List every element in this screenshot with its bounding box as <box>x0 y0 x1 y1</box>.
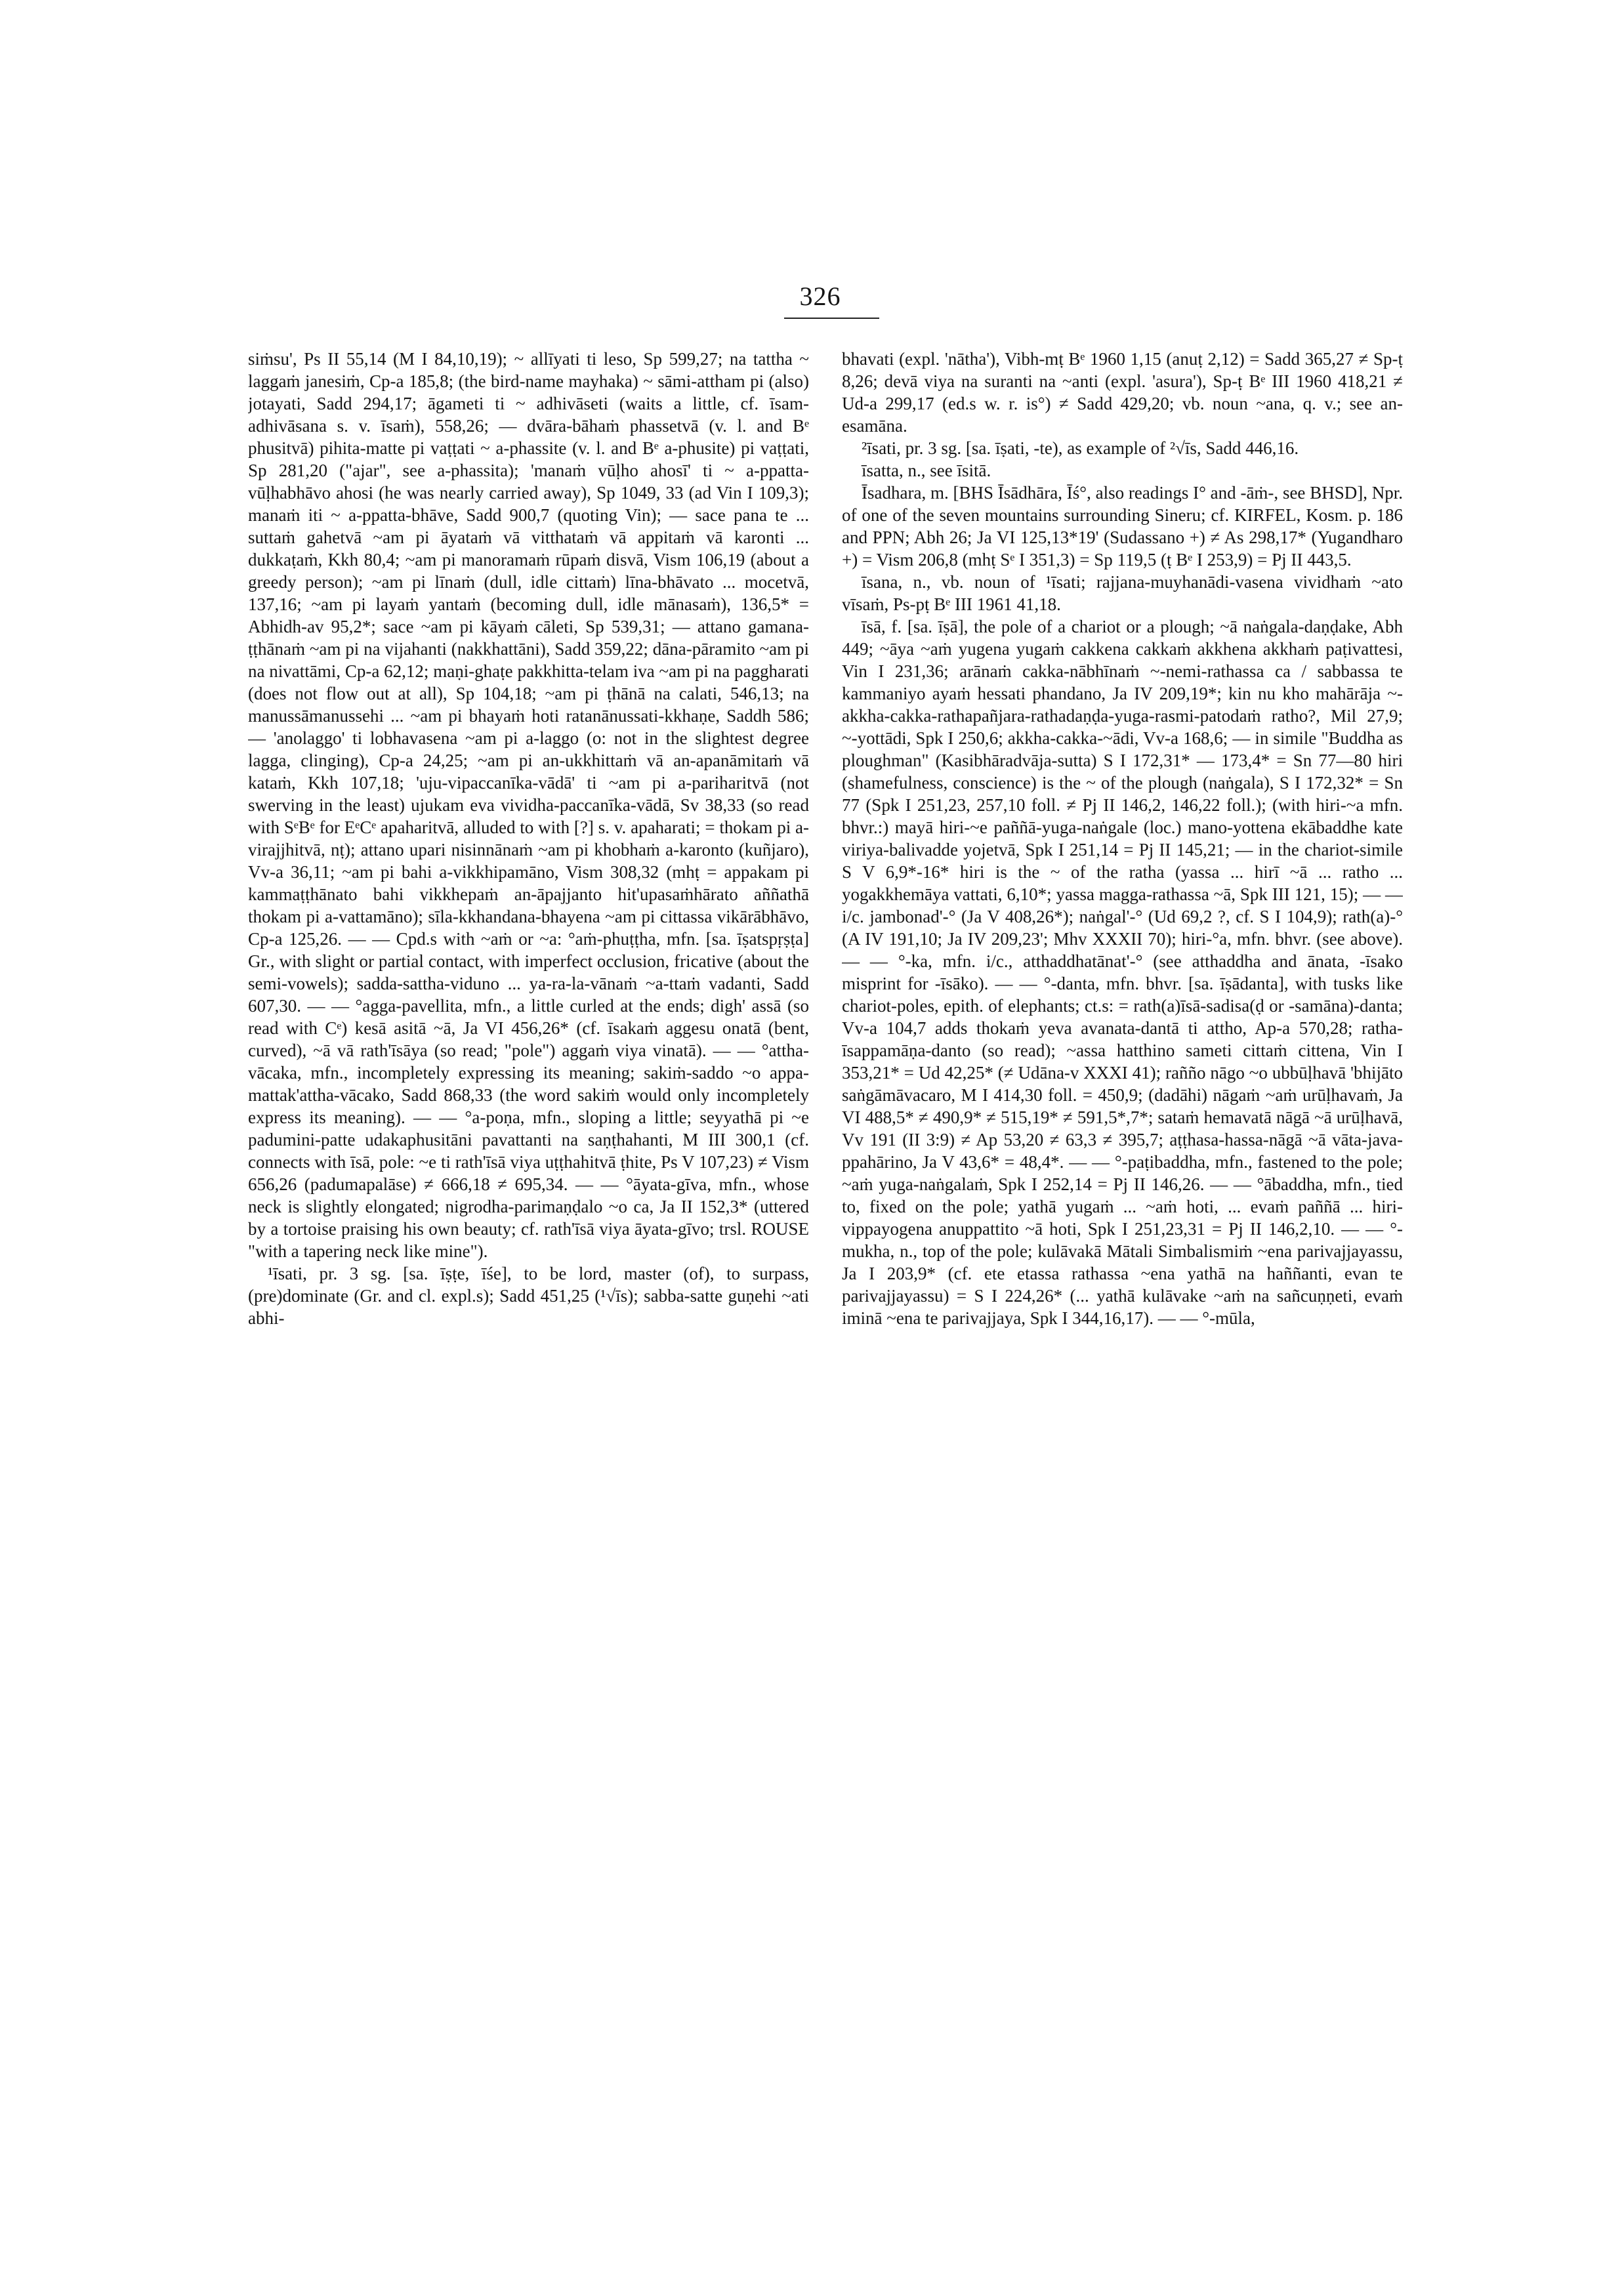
dictionary-entry: īsatta, n., see īsitā. <box>862 461 991 480</box>
right-column <box>842 348 1403 2250</box>
header-rule <box>784 318 879 319</box>
dictionary-entry: īsana, n., vb. noun of ¹īsati; rajjana-muyhanādi-vasena vividhaṁ ~ato vīsaṁ, Ps-pṭ Bᵉ III 1961 41,18. <box>842 572 1403 614</box>
page-number: 326 <box>799 281 841 311</box>
left-column <box>248 348 809 2250</box>
dictionary-entry-continued: bhavati (expl. 'nātha'), Vibh-mṭ Bᵉ 1960 1,15 (anuṭ 2,12) = Sadd 365,27 ≠ Sp-ṭ 8,26; devā viya na suranti na ~anti (expl. 'asura'), Sp-ṭ Bᵉ III 1960 418,21 ≠ Ud-a 299,17 (ed.s w. r. is°) ≠ Sadd 429,20; vb. noun ~ana, q. v.; see an-esamāna. <box>842 349 1403 436</box>
dictionary-entry: Īsadhara, m. [BHS Īsādhāra, Īś°, also readings I° and -āṁ-, see BHSD], Npr. of one of the seven mountains surrounding Sineru; cf. KIRFEL, Kosm. p. 186 and PPN; Abh 26; Ja VI 125,13*19' (Sudassano +) ≠ As 298,17* (Yugandharo +) = Vism 206,8 (mhṭ Sᵉ I 351,3) = Sp 119,5 (ṭ Bᵉ I 253,9) = Pj II 443,5. <box>842 483 1403 569</box>
dictionary-entry-continued: siṁsu', Ps II 55,14 (M I 84,10,19); ~ allīyati ti leso, Sp 599,27; na tattha ~ laggaṁ janesiṁ, Cp-a 185,8; (the bird-name mayhaka) ~ sāmi-attham pi (also) jotayati, Sadd 294,17; āgameti ti ~ adhivāseti (waits a little, cf. īsam-adhivāsana s. v. īsaṁ), 558,26; — dvāra-bāhaṁ phassetvā (v. l. and Bᵉ phusitvā) pihita-matte pi vaṭṭati ~ a-phassite (v. l. and Bᵉ a-phusite) pi vaṭṭati, Sp 281,20 ("ajar", see a-phassita); 'manaṁ vūḷho ahosī' ti ~ a-ppatta-vūḷhabhāvo ahosi (he was nearly carried away), Sp 1049, 33 (ad Vin I 109,3); manaṁ iti ~ a-ppatta-bhāve, Sadd 900,7 (quoting Vin); — sace pana te ... suttaṁ gahetvā ~am pi āyataṁ vā vitthataṁ vā appitaṁ vā karonti ... dukkaṭaṁ, Kkh 80,4; ~am pi manoramaṁ rūpaṁ disvā, Vism 106,19 (about a greedy person); ~am pi līnaṁ (dull, idle cittaṁ) līna-bhāvato ... mocetvā, 137,16; ~am pi layaṁ yantaṁ (becoming dull, idle mānasaṁ), 136,5* = Abhidh-av 95,2*; sace ~am pi kāyaṁ cāleti, Sp 539,31; — attano gamana-ṭṭhānaṁ ~am pi na vijahanti (nakkhattāni), Sadd 359,22; dāna-pāramito ~am pi na nivattāmi, Cp-a 62,12; maṇi-ghaṭe pakkhitta-telam iva ~am pi na paggharati (does not flow out at all), Sp 104,18; ~am pi ṭhānā na calati, 546,13; na manussāmanussehi ... ~am pi bhayaṁ hoti ratanānussati-kkhaṇe, Saddh 586; — 'anolaggo' ti lobhavasena ~am pi a-laggo (o: not in the slightest degree lagga, clinging), Cp-a 24,25; ~am pi an-ukkhittaṁ vā an-apanāmitaṁ vā kataṁ, Kkh 107,18; 'uju-vipaccanīka-vādā' ti ~am pi a-pariharitvā (not swerving in the least) ujukam eva vividha-paccanīka-vādā, Sv 38,33 (so read with SᵉBᵉ for EᵉCᵉ apaharitvā, alluded to with [?] s. v. apaharati; = thokam pi a-virajjhitvā, nṭ); attano upari nisinnānaṁ ~am pi khobhaṁ a-karonto (kuñjaro), Vv-a 36,11; ~am pi bahi a-vikkhipamāno, Vism 308,32 (mhṭ = appakam pi kammaṭṭhānato bahi vikkhepaṁ an-āpajjanto hit'upasaṁhārato aññathā thokam pi a-vattamāno); sīla-kkhandana-bhayena ~am pi cittassa vikārābhāvo, Cp-a 125,26. — — Cpd.s with ~aṁ or ~a: °aṁ-phuṭṭha, mfn. [sa. īṣatspṛṣṭa] Gr., with slight or partial contact, with imperfect occlusion, fricative (about the semi-vowels); sadda-sattha-viduno ... ya-ra-la-vānaṁ ~a-ttaṁ vadanti, Sadd 607,30. — — °agga-pavellita, mfn., a little curled at the ends; digh' assā (so read with Cᵉ) kesā asitā ~ā, Ja VI 456,26* (cf. īsakaṁ aggesu onatā (bent, curved), ~ā vā rath'īsāya (so read; "pole") aggaṁ viya vinatā). — — °attha-vācaka, mfn., incompletely expressing its meaning; sakiṁ-saddo ~o appa-mattak'attha-vācako, Sadd 868,33 (the word sakiṁ would only incompletely express its meaning). — — °a-poṇa, mfn., sloping a little; seyyathā pi ~e padumini-patte udakaphusitāni pavattanti na saṇṭhahanti, M III 300,1 (cf. connects with īsā, pole: ~e ti rath'īsā viya uṭṭhahitvā ṭhite, Ps V 107,23) ≠ Vism 656,26 (padumapalāse) ≠ 666,18 ≠ 695,34. — — °āyata-gīva, mfn., whose neck is slightly elongated; nigrodha-parimaṇḍalo ~o ca, Ja II 152,3* (uttered by a tortoise praising his own beauty; cf. rath'īsā viya āyata-gīvo; trsl. ROUSE "with a tapering neck like mine"). <box>248 349 809 1261</box>
dictionary-entry: īsā, f. [sa. īṣā], the pole of a chariot or a plough; ~ā naṅgala-daṇḍake, Abh 449; ~āya ~aṁ yugena yugaṁ cakkena cakkaṁ akkhena akkhaṁ paṭivattesi, Vin I 231,36; arānaṁ cakka-nābhīnaṁ ~-nemi-rathassa ca / sabbassa te kammaniyo ayaṁ hessati phandano, Ja IV 209,19*; kin nu kho mahārāja ~-akkha-cakka-rathapañjara-rathadaṇḍa-yuga-rasmi-patodaṁ ratho?, Mil 27,9; ~-yottādi, Spk I 250,6; akkha-cakka-~ādi, Vv-a 168,6; — in simile "Buddha as ploughman" (Kasibhāradvāja-sutta) S I 172,31* — 173,4* = Sn 77—80 hiri (shamefulness, conscience) is the ~ of the plough (naṅgala), S I 172,32* = Sn 77 (Spk I 251,23, 257,10 foll. ≠ Pj II 146,2, 146,22 foll.); (with hiri-~a mfn. bhvr.:) mayā hiri-~e paññā-yuga-naṅgale (loc.) mano-yottena ekābaddhe kate viriya-balivadde yojetvā, Spk I 251,14 = Pj II 145,21; — in the chariot-simile S V 6,9*-16* hiri is the ~ of the ratha (yassa ... hirī ~ā ... ratho ... yogakkhemāya vattati, 6,10*; yassa magga-rathassa ~ā, Spk III 121, 15); — — i/c. jambonad'-° (Ja V 408,26*); naṅgal'-° (Ud 69,2 ?, cf. S I 104,9); rath(a)-° (A IV 191,10; Ja IV 209,23'; Mhv XXXII 70); hiri-°a, mfn. bhvr. (see above). — — °-ka, mfn. i/c., atthaddhatānat'-° (see atthaddha and ānata, -īsako misprint for -īsāko). — — °-danta, mfn. bhvr. [sa. īṣādanta], with tusks like chariot-poles, epith. of elephants; ct.s: = rath(a)īsā-sadisa(ḍ or -samāna)-danta; Vv-a 104,7 adds thokaṁ yeva avanata-dantā ti attho, Ap-a 570,28; ratha-īsappamāṇa-danto (so read); ~assa hatthino sameti cittaṁ cittena, Vin I 353,21* = Ud 42,25* (≠ Udāna-v XXXI 41); rañño nāgo ~o ubbūḷhavā 'bhijāto saṅgāmāvacaro, M I 414,30 foll. = 450,9; (dadāhi) nāgaṁ ~aṁ urūḷhavaṁ, Ja VI 488,5* ≠ 490,9* ≠ 515,19* ≠ 591,5*,7*; sataṁ hemavatā nāgā ~ā urūḷhavā, Vv 191 (II 3:9) ≠ Ap 53,20 ≠ 63,3 ≠ 395,7; aṭṭhasa-hassa-nāgā ~ā vāta-java-ppahārino, Ja V 43,6* = 48,4*. — — °-paṭibaddha, mfn., fastened to the pole; ~aṁ yuga-naṅgalaṁ, Spk I 252,14 = Pj II 146,26. — — °ābaddha, mfn., tied to, fixed on the pole; yathā yugaṁ ... ~aṁ hoti, ... evaṁ paññā ... hiri-vippayogena anuppattito ~ā hoti, Spk I 251,23,31 = Pj II 146,2,10. — — °-mukha, n., top of the pole; kulāvakā Mātali Simbalismiṁ ~ena parivajjayassu, Ja I 203,9* (cf. ete etassa rathassa ~ena yathā na haññanti, evan te parivajjayassu) = S I 224,26* (... yathā kulāvake ~aṁ na sañcuṇṇeti, evaṁ iminā ~ena te parivajjaya, Spk I 344,16,17). — — °-mūla, <box>842 617 1403 1328</box>
dictionary-entry: ¹īsati, pr. 3 sg. [sa. īṣṭe, īśe], to be lord, master (of), to surpass, (pre)dominate (Gr. and cl. expl.s); Sadd 451,25 (¹√īs); sabba-satte guṇehi ~ati abhi- <box>248 1264 809 1328</box>
dictionary-entry: ²īsati, pr. 3 sg. [sa. īṣati, -te), as example of ²√īs, Sadd 446,16. <box>862 438 1299 458</box>
